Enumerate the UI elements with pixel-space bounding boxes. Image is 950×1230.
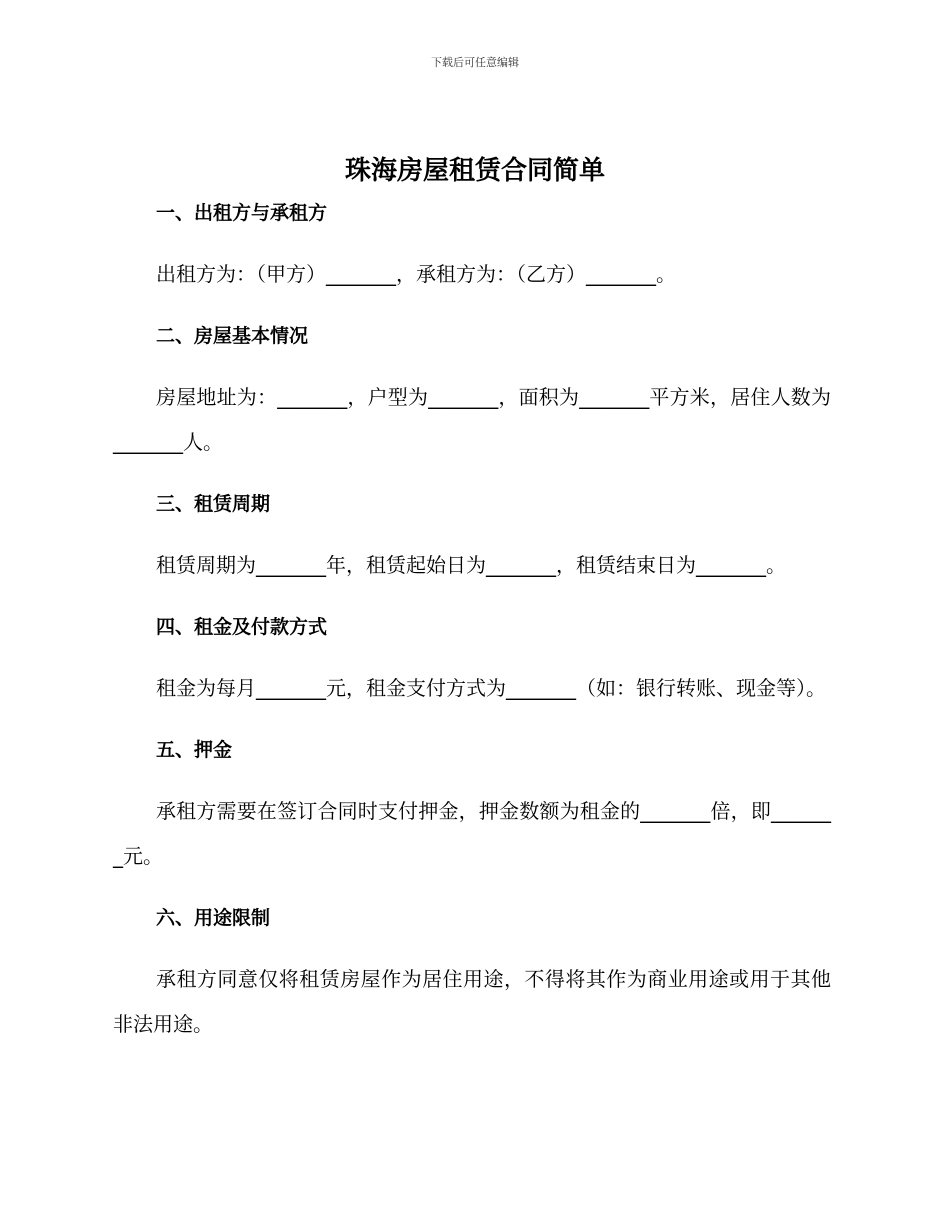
section-heading-property: 二、房屋基本情况 <box>156 325 309 347</box>
section-body-rent-payment: 租金为每月_______元，租金支付方式为_______（如：银行转账、现金等）。 <box>156 676 826 700</box>
section-heading-lease-term: 三、租赁周期 <box>156 493 271 515</box>
document-body <box>113 198 831 1047</box>
document-title: 珠海房屋租赁合同简单 <box>344 156 605 186</box>
section-heading-rent-payment: 四、租金及付款方式 <box>156 616 328 638</box>
section-body-lease-term: 租赁周期为_______年，租赁起始日为_______，租赁结束日为_______。 <box>156 553 786 577</box>
section-heading-usage-restriction: 六、用途限制 <box>156 907 271 929</box>
section-body-property: 房屋地址为：_______，户型为_______，面积为_______平方米，居住人数为_______人。 <box>113 385 831 454</box>
section-body-parties: 出租方为：（甲方）_______，承租方为：（乙方）_______。 <box>156 262 676 286</box>
section-body-usage-restriction: 承租方同意仅将租赁房屋作为居住用途，不得将其作为商业用途或用于其他非法用途。 <box>113 967 831 1036</box>
section-heading-deposit: 五、押金 <box>156 739 233 761</box>
section-heading-parties: 一、出租方与承租方 <box>156 202 328 224</box>
section-body-deposit: 承租方需要在签订合同时支付押金，押金数额为租金的_______倍，即_______元。 <box>113 799 831 868</box>
page-header: 下载后可任意编辑 <box>431 56 519 69</box>
